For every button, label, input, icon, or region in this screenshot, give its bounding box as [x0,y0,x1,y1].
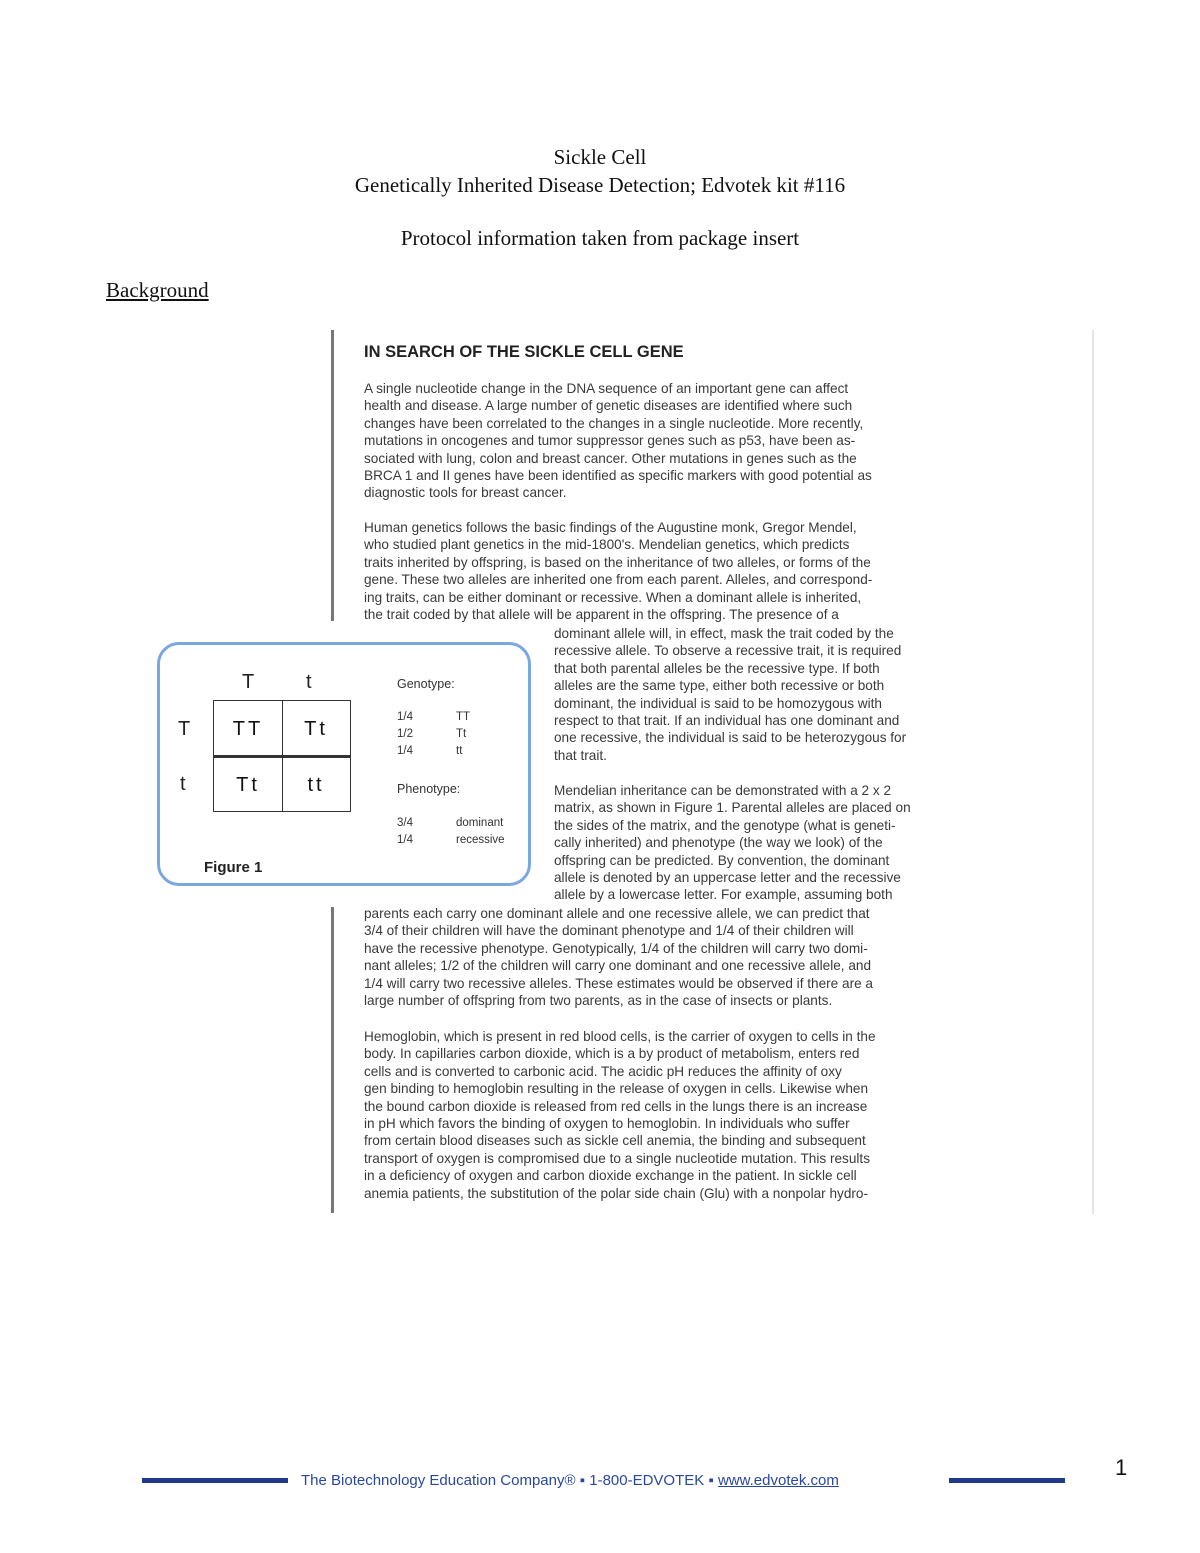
document-header [0,143,1200,252]
insert-paragraph-2 [364,519,872,623]
text-line: Mendelian inheritance can be demonstrated with a 2 x 2 [554,783,892,798]
insert-left-rule-lower [331,907,334,1213]
section-heading-background: Background [106,278,209,302]
text-line: nant alleles; 1/2 of the children will carry one dominant and one recessive allele, and [364,958,872,974]
insert-paragraph-1 [364,380,872,502]
text-line: A single nucleotide change in the DNA sequence of an important gene can affect [364,381,849,396]
text-line: the trait coded by that allele will be apparent in the offspring. The presence of a [364,607,839,623]
text-line: matrix, as shown in Figure 1. Parental alleles are placed on [554,800,911,816]
text-line: BRCA 1 and II genes have been identified as specific markers with good potential as [364,468,872,484]
phenotype-value: dominant [456,817,504,829]
text-line: diagnostic tools for breast cancer. [364,485,567,501]
text-line: cally inherited) and phenotype (the way we look) of the [554,835,883,851]
punnett-cell: Tt [236,773,260,796]
text-line: recessive allele. To observe a recessive trait, it is required [554,643,902,659]
text-line: gene. These two alleles are inherited one from each parent. Alleles, and correspond- [364,572,873,588]
text-line: sociated with lung, colon and breast cancer. Other mutations in genes such as the [364,450,857,466]
insert-paragraph-3 [554,782,911,904]
insert-left-rule [331,330,334,621]
text-line: Hemoglobin, which is present in red blood cells, is the carrier of oxygen to cells in the [364,1029,876,1044]
text-line: that both parental alleles be the recessive type. If both [554,660,880,676]
punnett-figure [157,642,531,886]
text-line: 1/4 will carry two recessive alleles. These estimates would be observed if there are a [364,975,873,991]
text-line: parents each carry one dominant allele and one recessive allele, we can predict that [364,906,870,921]
genotype-ratio: 1/4 [397,745,413,757]
text-line: have the recessive phenotype. Genotypically, 1/4 of the children will carry two domi- [364,940,868,956]
footer-phone: 1-800-EDVOTEK [589,1472,705,1489]
text-line: that trait. [554,747,607,763]
punnett-cell: tt [307,773,325,796]
text-line: mutations in oncogenes and tumor suppressor genes such as p53, have been as- [364,433,856,449]
footer-company: The Biotechnology Education Company® [301,1472,576,1489]
text-line: 3/4 of their children will have the dominant phenotype and 1/4 of their children will [364,923,854,939]
row-allele-recessive: t [180,773,186,795]
footer [301,1472,839,1489]
insert-right-rule [1092,330,1094,1214]
footer-bar-left [142,1478,288,1483]
text-line: Human genetics follows the basic findings of the Augustine monk, Gregor Mendel, [364,520,857,535]
text-line: dominant, the individual is said to be homozygous with [554,695,882,711]
genotype-ratio: 1/4 [397,711,413,723]
text-line: changes have been correlated to the changes in a single nucleotide. More recently, [364,415,864,431]
phenotype-label: Phenotype: [397,782,461,796]
text-line: the sides of the matrix, and the genotype (what is geneti- [554,817,896,833]
phenotype-ratio: 3/4 [397,817,413,829]
insert-paragraph-2-wrap [554,625,906,764]
genotype-value: tt [456,745,463,757]
genotype-ratio: 1/2 [397,728,413,740]
genotype-value: TT [456,711,471,723]
text-line: from certain blood diseases such as sickle cell anemia, the binding and subsequent [364,1133,866,1149]
column-allele-dominant: T [242,671,255,693]
text-line: transport of oxygen is compromised due to a single nucleotide mutation. This results [364,1150,871,1166]
footer-bar-right [949,1478,1065,1483]
punnett-cell: Tt [304,717,328,740]
page-number: 1 [1115,1455,1128,1480]
figure-caption: Figure 1 [204,859,263,876]
punnett-cell: TT [232,717,264,740]
phenotype-ratio: 1/4 [397,834,413,846]
text-line: health and disease. A large number of genetic diseases are identified where such [364,398,853,414]
text-line: cells and is converted to carbonic acid. The acidic pH reduces the affinity of oxy [364,1063,842,1079]
footer-separator: ▪ [579,1472,586,1489]
insert-heading: IN SEARCH OF THE SICKLE CELL GENE [364,343,684,361]
text-line: ing traits, can be either dominant or recessive. When a dominant allele is inherited, [364,589,862,605]
text-line: dominant allele will, in effect, mask the trait coded by the [554,626,894,641]
text-line: allele by a lowercase letter. For example, assuming both [554,887,893,903]
row-allele-dominant: T [178,718,191,740]
text-line: the bound carbon dioxide is released from red cells in the lungs there is an increase [364,1098,868,1114]
text-line: gen binding to hemoglobin resulting in the release of oxygen in cells. Likewise when [364,1081,869,1097]
document-subtitle: Genetically Inherited Disease Detection; Edvotek kit #116 [354,173,846,197]
text-line: offspring can be predicted. By convention, the dominant [554,852,890,868]
document-note: Protocol information taken from package insert [400,226,800,250]
text-line: body. In capillaries carbon dioxide, which is a by product of metabolism, enters red [364,1046,860,1062]
footer-separator: ▪ [708,1472,714,1489]
text-line: in a deficiency of oxygen and carbon dioxide exchange in the patient. In sickle cell [364,1168,857,1184]
document-title: Sickle Cell [553,145,647,169]
text-line: in pH which favors the binding of oxygen to hemoglobin. In individuals who suffer [364,1116,850,1132]
punnett-square [213,700,351,812]
text-line: anemia patients, the substitution of the polar side chain (Glu) with a nonpolar hydro- [364,1185,869,1201]
phenotype-value: recessive [456,834,505,846]
grid-divider-horizontal [214,755,350,758]
text-line: allele is denoted by an uppercase letter and the recessive [554,870,901,886]
insert-paragraph-3-wrap [364,905,873,1009]
text-line: alleles are the same type, either both recessive or both [554,678,885,694]
footer-website-link[interactable]: www.edvotek.com [717,1472,839,1489]
text-line: one recessive, the individual is said to be heterozygous for [554,730,907,746]
text-line: respect to that trait. If an individual has one dominant and [554,713,900,729]
text-line: large number of offspring from two parents, as in the case of insects or plants. [364,993,833,1009]
column-allele-recessive: t [306,671,312,693]
genotype-value: Tt [456,728,467,740]
text-line: who studied plant genetics in the mid-1800's. Mendelian genetics, which predicts [364,537,850,553]
text-line: traits inherited by offspring, is based on the inheritance of two alleles, or forms of the [364,554,871,570]
insert-paragraph-4 [364,1028,876,1202]
genotype-label: Genotype: [397,677,455,691]
